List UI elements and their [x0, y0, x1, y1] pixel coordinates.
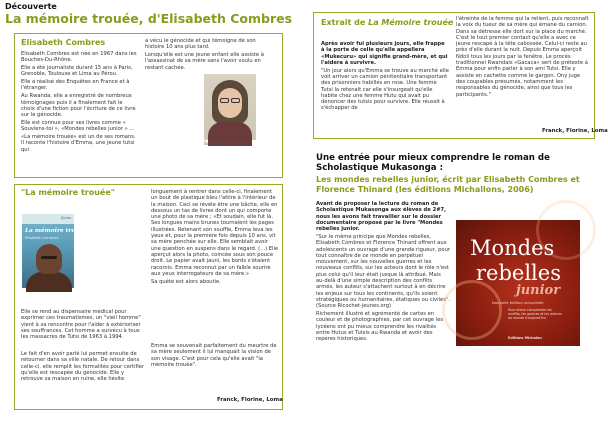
section-quote: "Sur le même principe que Mondes rebelles, Elisabeth Combres et Florence Thinard offrent aux adolescents un ouvrage d'une grande rigueur, pour tout connaître de ce monde en perpétuel mouvement, sur les nouvelles guerres et les nouveaux conflits, sur les acteurs dont le rôle n'est plus celui qu'il leur était jusque là attribué. Mais au-delà d'une simple description des conflits armés, les auteur s'attachent surtout à en décrire les enjeux sur tous les continents, qu'ils soient stratégiques ou humanitaires, étatiques ou civiles". (Source Ricochet-jeunes.org)	[316, 233, 451, 310]
author-portrait-photo	[204, 74, 256, 140]
review-paragraph: Elle se rend au dispensaire médical pour exprimer ces traumatismes, un "vieil homme" vient à sa rencontre pour l'aider à extérioriser ses souffrances. Cet homme a survécu à tous les massacres de Tutsi de 1963 à 1994.	[21, 309, 141, 341]
section-text	[316, 201, 450, 415]
review-col1-bottom	[21, 351, 147, 391]
review-paragraph: longuement à rentrer dans celle-ci, finalement un bout de plastique bleu l'attire à l'intérieur de la maison. Ceci se révèle être une bâche, elle en dessous un tas de livres dont un qui comporte une photo de sa mère ; «Et soudain, elle fut là. Ses longues mains brunes tournaient les pages illustrées. Retenant son souffle, Emma leva les yeux et, pour la première fois depuis 10 ans, vit sa mère penchée sur elle. Elle semblait avoir une question en suspens dans le regard. (...) Elle aperçut alors la photo, coincée sous son pouce droit. Le papier avait jauni, les bords s'étaient racornis. Emma reconnut par un faible sourire aux yeux interrogateurs de sa mère.»	[151, 189, 279, 277]
bio-column-1	[21, 51, 137, 177]
review-col2-top	[151, 189, 279, 309]
bio-paragraph: Elle est connue pour ses livres comme « Souviens-toi », «Mondes rebelles junior » ...	[21, 119, 135, 133]
review-paragraph: Le fait d'en avoir parlé lui permet ensuite de retourner dans sa ville natale. De retour dans celle-ci, elle remplit les formalités pour certifier qu'elle est rescapée du génocide. Elle y retrouve sa maison en ruine, elle hésite	[21, 351, 145, 383]
excerpt-column-1	[321, 41, 449, 137]
cover2-publisher: Éditions Michalon	[508, 336, 542, 340]
cover2-title-line3: junior	[516, 283, 561, 298]
review-paragraph: Sa quête est alors aboutie.	[151, 278, 221, 285]
excerpt-heading	[321, 18, 453, 27]
cover2-blurb: Pour mieux comprendre les conflits, les guerres et les acteurs du monde d'aujourd'hui	[508, 308, 562, 320]
cover-publisher: Syros	[61, 216, 71, 220]
bio-paragraph: Lorsqu'elle est une jeune enfant elle assiste à l'assassinat de sa mère sans l'avoir voulu en restant cachée.	[145, 52, 264, 71]
cover2-subtitle: Nouvelle édition actualisée	[492, 300, 544, 305]
review-signature: Franck, Florine, Loma	[217, 397, 283, 403]
excerpt-column-2	[456, 16, 590, 124]
bio-column-2	[145, 38, 275, 76]
section-closing: Richement illustré et agrémenté de cartes en couleur et de photographies, par cet ouvrage les lycéens ont pu mieux comprendre les rivalités entre Hutus et Tutsis au Rwanda et avoir des repères historiques.	[316, 311, 444, 343]
excerpt-box	[313, 12, 608, 139]
excerpt-quote-continued: l'étreinte de la femme qui la retient, puis reconnaît la voix du tueur de sa mère qui émane du camion. Dans sa détresse elle dort sur la place du marché. C'est le tout premier contact qu'elle a avec ce jeune rescapé à la tête cabossée. Celui-ci reste au près d'elle durant la nuit. Depuis Emma aperçoit Ndoli tous les jours par la fenêtre. Le procès traditionnel Rwandais «Gacaca» sert de prétexte à Emma pour enfin parler à son ami Tutsi. Elle y assiste en cachette comme le gargon. Ony juge des coupables présumés, notamment les responsables du génocide, ainsi que tous les participants."	[456, 16, 589, 98]
bio-paragraph: a vécu le génocide et qui témoigne de son histoire 10 ans plus tard.	[145, 38, 256, 51]
review-heading: "La mémoire trouée"	[21, 188, 115, 197]
page-title: La mémoire trouée, d'Elisabeth Combres	[5, 11, 293, 26]
excerpt-intro: Après avoir fui plusieurs jours, elle frappe à la porte de celle qu'elle appellera «Mukecuru» qui signifie grand-mère, et qui l'aidera à survivre.	[321, 41, 448, 66]
section-intro: Avant de proposer la lecture du roman de Scholastique Mukasonga aux élèves de 2#7, nous les avons fait travailler sur le dossier documentaire proposé par le livre "Mondes rebelles junior.	[316, 201, 447, 233]
cover2-title-line2: rebelles	[476, 261, 561, 285]
excerpt-quote: "Un jour alors qu'Emma se trouve au marché elle voit arriver un camion pénitentiaire transportant des prisonniers habillés en rose. Une femme Tutsi la retenait car elle s'insurgeait qu'elle habite chez une femme Hutu qui avait pu dénoncer des tutsis pour survivre. Elle réussit à s'échapper de	[321, 67, 449, 112]
bio-heading: Elisabeth Combres	[21, 38, 106, 47]
section-subtitle: Les mondes rebelles junior, écrit par Elisabeth Combres et Florence Thinard (les éditions Michallons, 2006)	[316, 175, 580, 194]
cover-author: Elisabeth Combres	[25, 236, 59, 240]
cover2-title-line1: Mondes	[470, 236, 555, 260]
section-title: Une entrée pour mieux comprendre le roman de Scholastique Mukasonga :	[316, 153, 550, 174]
photo-caption: Source site de l'école	[204, 141, 249, 146]
book-cover-memoire-trouee	[22, 214, 87, 288]
excerpt-heading-prefix: Extrait de	[321, 18, 369, 27]
bio-paragraph: «La mémoire trouée» est un de ses romans. Il raconte l'histoire d'Emma, une jeune tutsi qui	[21, 134, 136, 153]
bio-paragraph: Au Rwanda, elle a enregistré de nombreux témoignages puis il a finalement fait le choix d'une fiction pour l'écriture de ce livre sur le génocide.	[21, 93, 136, 119]
review-col2-bottom	[151, 343, 279, 371]
excerpt-heading-title: La Mémoire trouée	[368, 18, 454, 27]
bio-paragraph: Elle a réalisé des Enquêtes en France et à l'étranger.	[21, 79, 130, 92]
book-cover-mondes-rebelles	[456, 220, 580, 346]
review-paragraph: Emma se souvenait parfaitement du meurtre de sa mère seulement il lui manquait la vision de son visage. C'est pour cela qu'elle avait "la mémoire trouée".	[151, 343, 277, 368]
bio-paragraph: Elisabeth Combres est née en 1967 dans les Bouches-Du-Rhône.	[21, 51, 137, 64]
cover-title: La mémoire trouée	[25, 228, 87, 234]
kicker: Découverte	[5, 2, 57, 11]
bio-paragraph: Elle a été journaliste durant 15 ans à Paris, Grenoble, Toulouse et Lima au Pérou.	[21, 65, 133, 78]
excerpt-signature: Franck, Florine, Loma	[542, 128, 608, 134]
